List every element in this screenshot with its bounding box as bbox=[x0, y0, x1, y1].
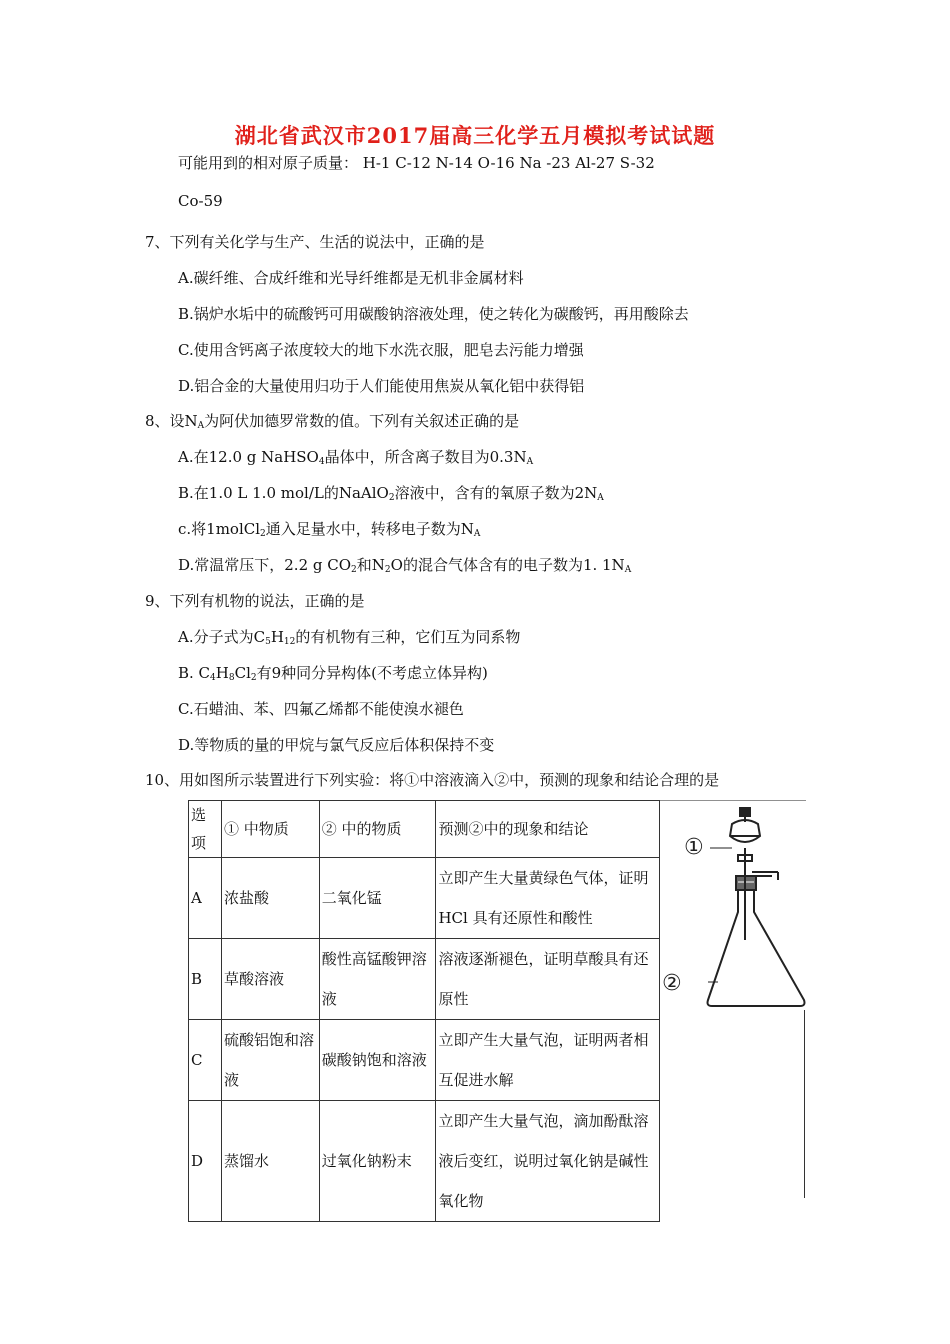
q9-option-b: B. $C_4H_8Cl_2$有9种同分异构体(不考虑立体异构) bbox=[178, 664, 488, 683]
cell-substance-1: 蒸馏水 bbox=[221, 1101, 319, 1222]
q8-option-d: D.常温常压下，2.2 g $CO_2$和$N_2O$的混合气体含有的电子数为1. $1N_A$ bbox=[178, 556, 632, 575]
table-row bbox=[189, 1020, 660, 1101]
label-1: ① bbox=[684, 835, 704, 860]
table-row bbox=[189, 939, 660, 1020]
q7-option-d: D.铝合金的大量使用归功于人们能使用焦炭从氧化铝中获得铝 bbox=[178, 377, 585, 395]
divider bbox=[804, 1010, 805, 1198]
q8-option-c: c.将1molCl$_2$通入足量水中，转移电子数为$N_A$ bbox=[178, 520, 481, 539]
cell-prediction: 立即产生大量气泡，证明两者相互促进水解 bbox=[436, 1020, 660, 1101]
cell-option: C bbox=[189, 1020, 222, 1101]
q7-option-c: C.使用含钙离子浓度较大的地下水洗衣服，肥皂去污能力增强 bbox=[178, 341, 584, 359]
experiment-table bbox=[188, 800, 660, 1222]
q7-option-b: B.锅炉水垢中的硫酸钙可用碳酸钠溶液处理，使之转化为碳酸钙，再用酸除去 bbox=[178, 305, 689, 323]
cell-substance-2: 二氧化锰 bbox=[319, 858, 436, 939]
label-2: ② bbox=[662, 971, 682, 996]
header-option: 选项 bbox=[189, 801, 222, 858]
q9-option-a: A.分子式为$C_5H_{12}$的有机物有三种，它们互为同系物 bbox=[178, 628, 521, 647]
cell-option: D bbox=[189, 1101, 222, 1222]
cell-prediction: 立即产生大量气泡，滴加酚酞溶液后变红，说明过氧化钠是碱性氧化物 bbox=[436, 1101, 660, 1222]
cell-substance-2: 碳酸钠饱和溶液 bbox=[319, 1020, 436, 1101]
cell-option: A bbox=[189, 858, 222, 939]
page-title: 湖北省武汉市2017届高三化学五月模拟考试试题 bbox=[234, 123, 716, 148]
flask-apparatus-diagram bbox=[660, 800, 808, 1010]
q7-stem: 7、下列有关化学与生产、生活的说法中，正确的是 bbox=[145, 233, 485, 251]
q9-stem: 9、下列有机物的说法，正确的是 bbox=[145, 592, 365, 610]
q8-stem: 8、设$N_A$为阿伏加德罗常数的值。下列有关叙述正确的是 bbox=[145, 412, 520, 431]
q9-option-d: D.等物质的量的甲烷与氯气反应后体积保持不变 bbox=[178, 736, 495, 754]
cell-option: B bbox=[189, 939, 222, 1020]
atomic-mass-line: 可能用到的相对原子质量： H-1 C-12 N-14 O-16 Na -23 Al-27 S-32 bbox=[178, 154, 655, 172]
table-row bbox=[189, 1101, 660, 1222]
cell-substance-1: 草酸溶液 bbox=[221, 939, 319, 1020]
atomic-mass-line-2: Co-59 bbox=[178, 192, 223, 210]
q9-option-c: C.石蜡油、苯、四氟乙烯都不能使溴水褪色 bbox=[178, 700, 464, 718]
q7-option-a: A.碳纤维、合成纤维和光导纤维都是无机非金属材料 bbox=[178, 269, 524, 287]
cell-substance-2: 酸性高锰酸钾溶液 bbox=[319, 939, 436, 1020]
q8-option-a: A.在12.0 g NaHSO$_4$晶体中，所含离子数目为$0.3N_A$ bbox=[178, 448, 534, 467]
table-row bbox=[189, 858, 660, 939]
header-substance-2: ② 中的物质 bbox=[319, 801, 436, 858]
table-header-row bbox=[189, 801, 660, 858]
cell-substance-1: 浓盐酸 bbox=[221, 858, 319, 939]
cell-prediction: 立即产生大量黄绿色气体，证明 HCl 具有还原性和酸性 bbox=[436, 858, 660, 939]
header-prediction: 预测②中的现象和结论 bbox=[436, 801, 660, 858]
cell-substance-1: 硫酸铝饱和溶液 bbox=[221, 1020, 319, 1101]
cell-prediction: 溶液逐渐褪色，证明草酸具有还原性 bbox=[436, 939, 660, 1020]
q8-option-b: B.在1.0 L 1.0 mol/L的NaAlO$_2$溶液中，含有的氧原子数为$2N_A$ bbox=[178, 484, 604, 503]
q10-stem: 10、用如图所示装置进行下列实验：将①中溶液滴入②中，预测的现象和结论合理的是 bbox=[145, 771, 720, 789]
header-substance-1: ① 中物质 bbox=[221, 801, 319, 858]
cell-substance-2: 过氧化钠粉末 bbox=[319, 1101, 436, 1222]
